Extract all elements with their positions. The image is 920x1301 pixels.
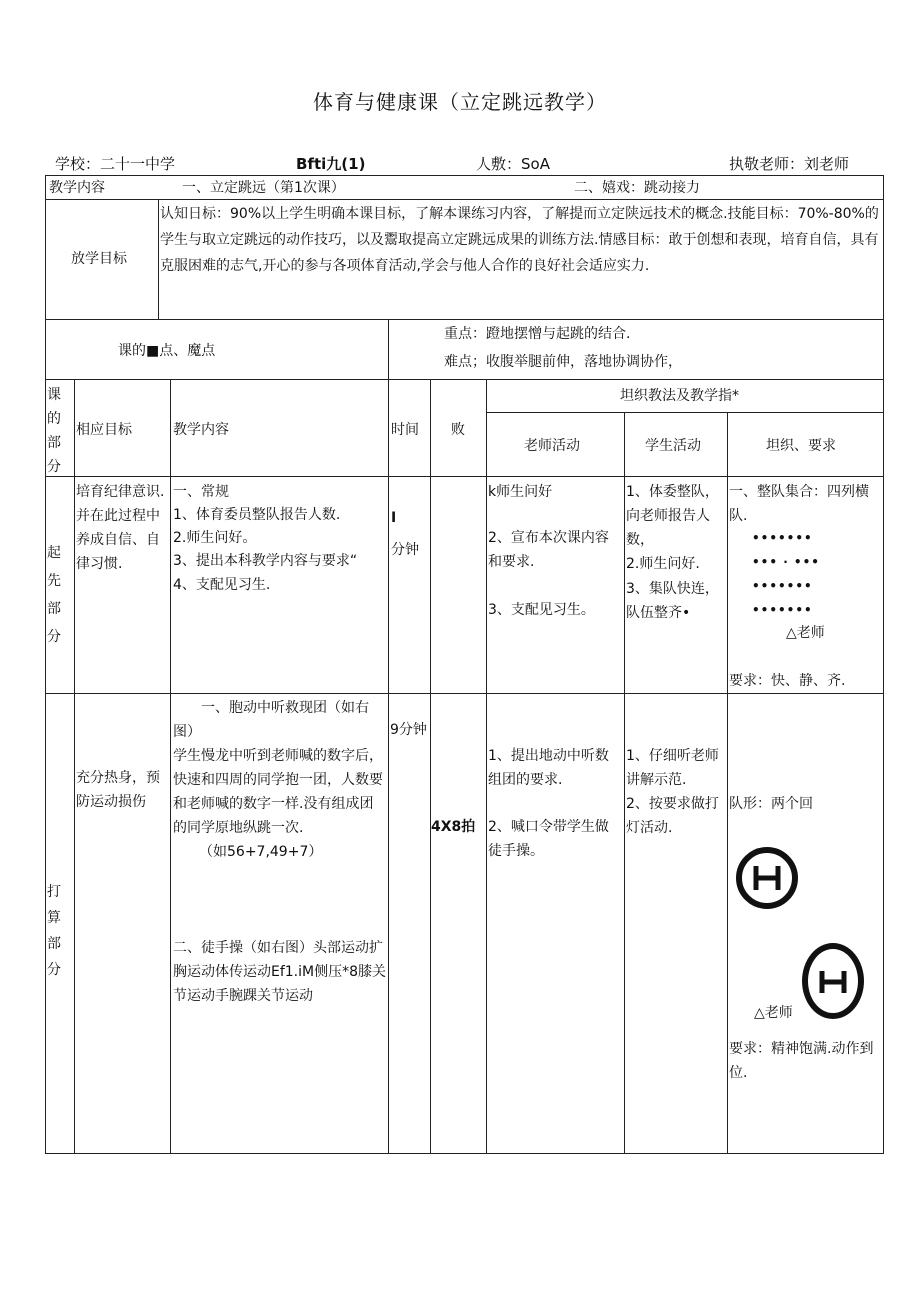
section2-org-shape: 队形：两个回 — [729, 796, 813, 812]
circle-formation-icon — [802, 943, 864, 1019]
school-label: 学校：二十一中学 — [55, 155, 176, 173]
section2-content-a-example: （如56+7,49+7） — [199, 844, 323, 860]
key-point: 重点：蹬地摆憎与起跳的结合. — [444, 326, 631, 342]
page-title: 体育与健康课（立定跳远教学） — [313, 90, 607, 114]
section2-time: 9分钟 — [390, 722, 427, 738]
section1-content-3: 3、提出本科教学内容与要求“ — [173, 553, 358, 569]
formation-dot-row: ••••••• — [752, 531, 813, 545]
section2-teacher-0: 1、提出地动中听数组团的要求. — [488, 748, 609, 788]
section1-student-2: 3、集队快连，队伍整齐• — [626, 581, 719, 621]
teacher-label: 执敬老师：刘老师 — [729, 155, 850, 173]
section1-student-0: 1、体委整队，向老师报告人数， — [626, 484, 719, 548]
col-part: 课的部分 — [47, 387, 61, 475]
difficult-point: 难点；收腹举腿前伸，落地协调协作， — [444, 354, 682, 370]
section1-teacher-1: 2、宣布本次课内容和要求. — [488, 530, 609, 570]
section2-student-0: 1、仔细听老师讲解示范. — [626, 748, 719, 788]
circle-formation-icon-glyph — [808, 949, 858, 1013]
col-student-activity: 学生活动 — [645, 438, 701, 454]
section1-time-b: 分钟 — [391, 542, 419, 558]
section1-part: 起先部分 — [47, 545, 61, 645]
section1-content-1: 1、体育委员整队报告人数. — [173, 507, 341, 523]
section2-target: 充分热身，预防运动损伤 — [76, 770, 160, 810]
content-item-2: 二、嬉戏：跳动接力 — [574, 180, 700, 196]
formation-dot-row: ••• · ••• — [752, 555, 820, 569]
section1-teacher-2: 3、支配见习生。 — [488, 602, 595, 618]
formation-dot-row: ••••••• — [752, 603, 813, 617]
section2-content-a-body: 学生慢龙中听到老师喊的数字后，快速和四周的同学抱一团，人数要和老师喊的数字一样.没有组成团的同学原地纵跳一次. — [173, 748, 383, 836]
key-points-label: 课的■点、魔点 — [118, 343, 216, 359]
section2-count: 4X8拍 — [431, 819, 476, 835]
section1-teacher-0: k师生问好 — [488, 484, 553, 500]
formation-dot-row: ••••••• — [752, 579, 813, 593]
section1-org-title: 一、整队集合：四列横队. — [729, 484, 869, 524]
section1-content-4: 4、支配见习生. — [173, 577, 271, 593]
section2-content-b: 二、徒手操（如右图）头部运动扩胸运动体传运动Ef1.iM侧压*8膝关节运动手腕踝关节运动 — [173, 940, 387, 1004]
goals-text: 认知日标：90%以上学生明确本课目标，了解本课练习内容，了解提而立定陕远技术的概念.技能目标：70%-80%的学生与取立定跳远的动作技巧，以及鬻取提高立定跳远成果的训练方法.情感目标：敢于创想和表现，培育自信，具有克服困难的志气,开心的参与各项体育活动,学会与他人合作的良好社会适应实力. — [160, 206, 879, 274]
section2-student-1: 2、按要求做打灯活动. — [626, 796, 719, 836]
section1-time-a: I — [391, 510, 397, 526]
section1-content-2: 2.师生问好。 — [173, 530, 257, 546]
col-organization: 坦织、要求 — [766, 438, 836, 454]
content-row-label: 教学内容 — [49, 180, 105, 196]
section2-requirement: 要求：精神饱满.动作到位. — [729, 1041, 874, 1081]
section1-requirement: 要求：快、静、齐. — [729, 673, 846, 689]
section2-teacher-mark: △老师 — [754, 1005, 793, 1021]
col-method: 坦织教法及教学指* — [620, 388, 739, 404]
section2-part: 打算部分 — [47, 884, 61, 978]
circle-formation-icon — [736, 847, 798, 909]
circle-formation-icon-glyph — [742, 853, 792, 903]
content-item-1: 一、立定跳远（第1次课） — [182, 180, 345, 196]
section1-target: 培育纪律意识.并在此过程中养成自信、自律习惯. — [76, 484, 165, 572]
class-label: Bfti九(1) — [296, 155, 366, 173]
section1-content-0: 一、常规 — [173, 484, 229, 500]
col-target: 相应目标 — [76, 422, 132, 438]
student-count-label: 人敷：SoA — [476, 155, 550, 173]
section2-teacher-1: 2、喊口令带学生做徒手操。 — [488, 819, 609, 859]
col-count: 败 — [451, 422, 465, 438]
col-teacher-activity: 老师活动 — [524, 438, 580, 454]
section1-student-1: 2.师生问好. — [626, 556, 700, 572]
section2-content-a-title: 一、胞动中听救现团（如右图） — [173, 700, 369, 740]
goals-label: 放学目标 — [71, 251, 127, 267]
col-time: 时间 — [391, 422, 419, 438]
col-content: 教学内容 — [173, 422, 229, 438]
section1-teacher-mark: △老师 — [786, 625, 825, 641]
